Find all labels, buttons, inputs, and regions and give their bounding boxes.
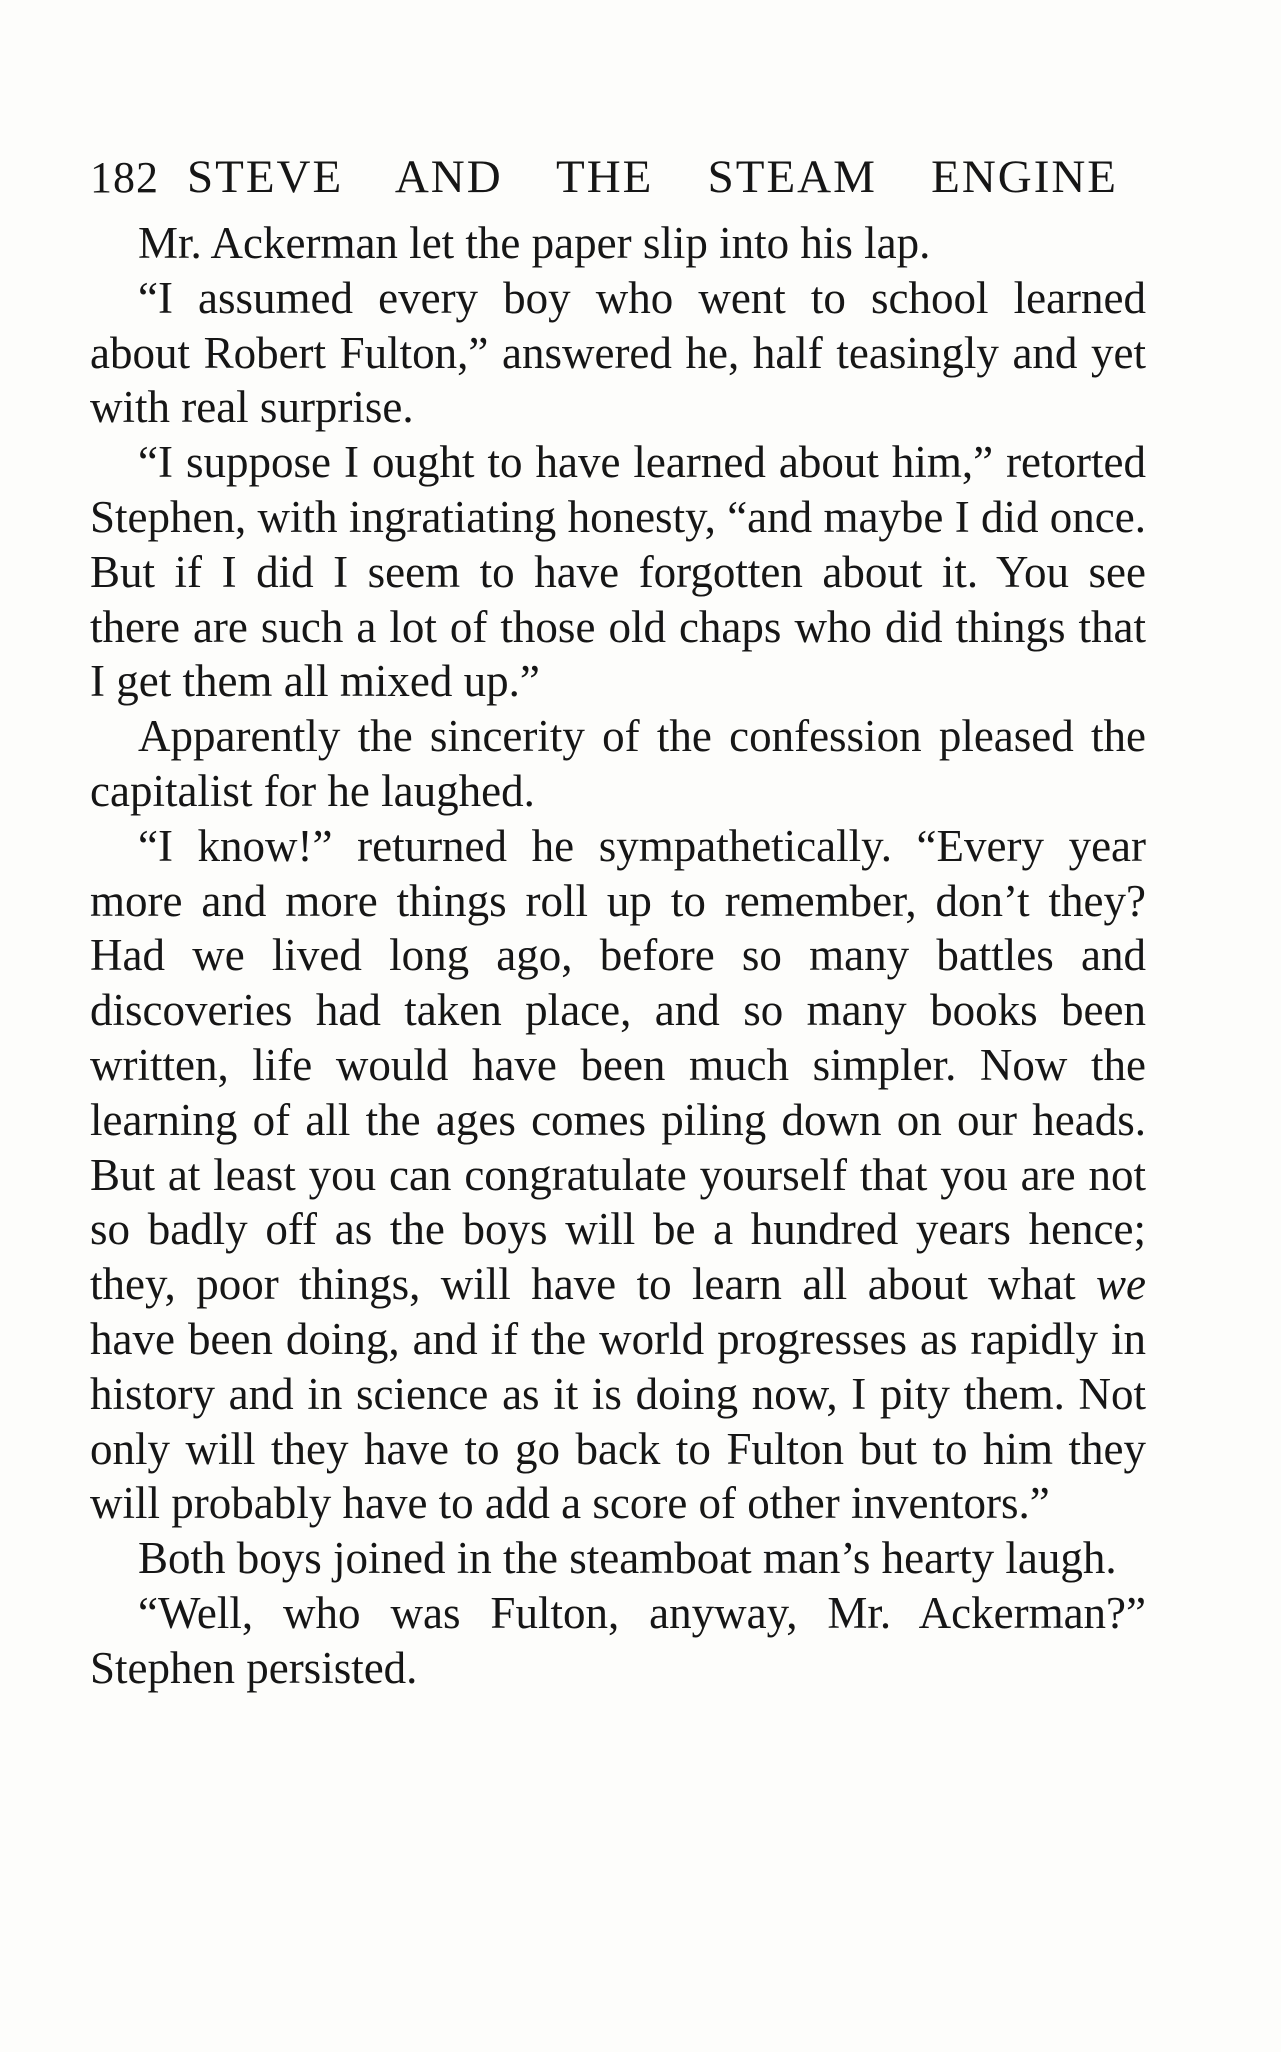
italic-emphasis: we	[1096, 1259, 1146, 1310]
paragraph: Both boys joined in the steamboat man’s hearty laugh.	[138, 1533, 1117, 1584]
paragraph: “I suppose I ought to have learned about him,” retorted Stephen, with ingratiating honesty, “and maybe I did once. But if I did I seem to have forgotten about it. You see there are such a lot of those old chaps who did things that I get them all mixed up.”	[90, 437, 1146, 707]
page-number: 182	[90, 153, 159, 202]
paragraph: “Well, who was Fulton, anyway, Mr. Ackerman?” Stephen persisted.	[90, 1587, 1146, 1693]
paragraph: Mr. Ackerman let the paper slip into his lap.	[138, 218, 931, 268]
running-title: STEVE AND THE STEAM ENGINE	[187, 151, 1118, 203]
paragraph: Apparently the sincerity of the confession pleased the capitalist for he laughed.	[90, 711, 1146, 816]
running-header	[90, 150, 1118, 204]
body-text	[90, 216, 1146, 1696]
paragraph: “I assumed every boy who went to school learned about Robert Fulton,” answered he, half teasingly and yet with real surprise.	[90, 272, 1146, 433]
paragraph-text-before: “I know!” returned he sympathetically. “Every year more and more things roll up to remember, don’t they? Had we lived long ago, before so many battles and discoveries had taken place, and so many books been written, life would have been much simpler. Now the learning of all the ages comes piling down on our heads. But at least you can congratulate yourself that you are not so badly off as the boys will be a hundred years hence; they, poor things, will have to learn all about what	[90, 820, 1146, 1310]
paragraph	[90, 819, 1146, 1531]
paragraph-text-after: have been doing, and if the world progresses as rapidly in history and in science as it is doing now, I pity them. Not only will they have to go back to Fulton but to him they will probably have to add a score of other inventors.”	[90, 1313, 1146, 1529]
